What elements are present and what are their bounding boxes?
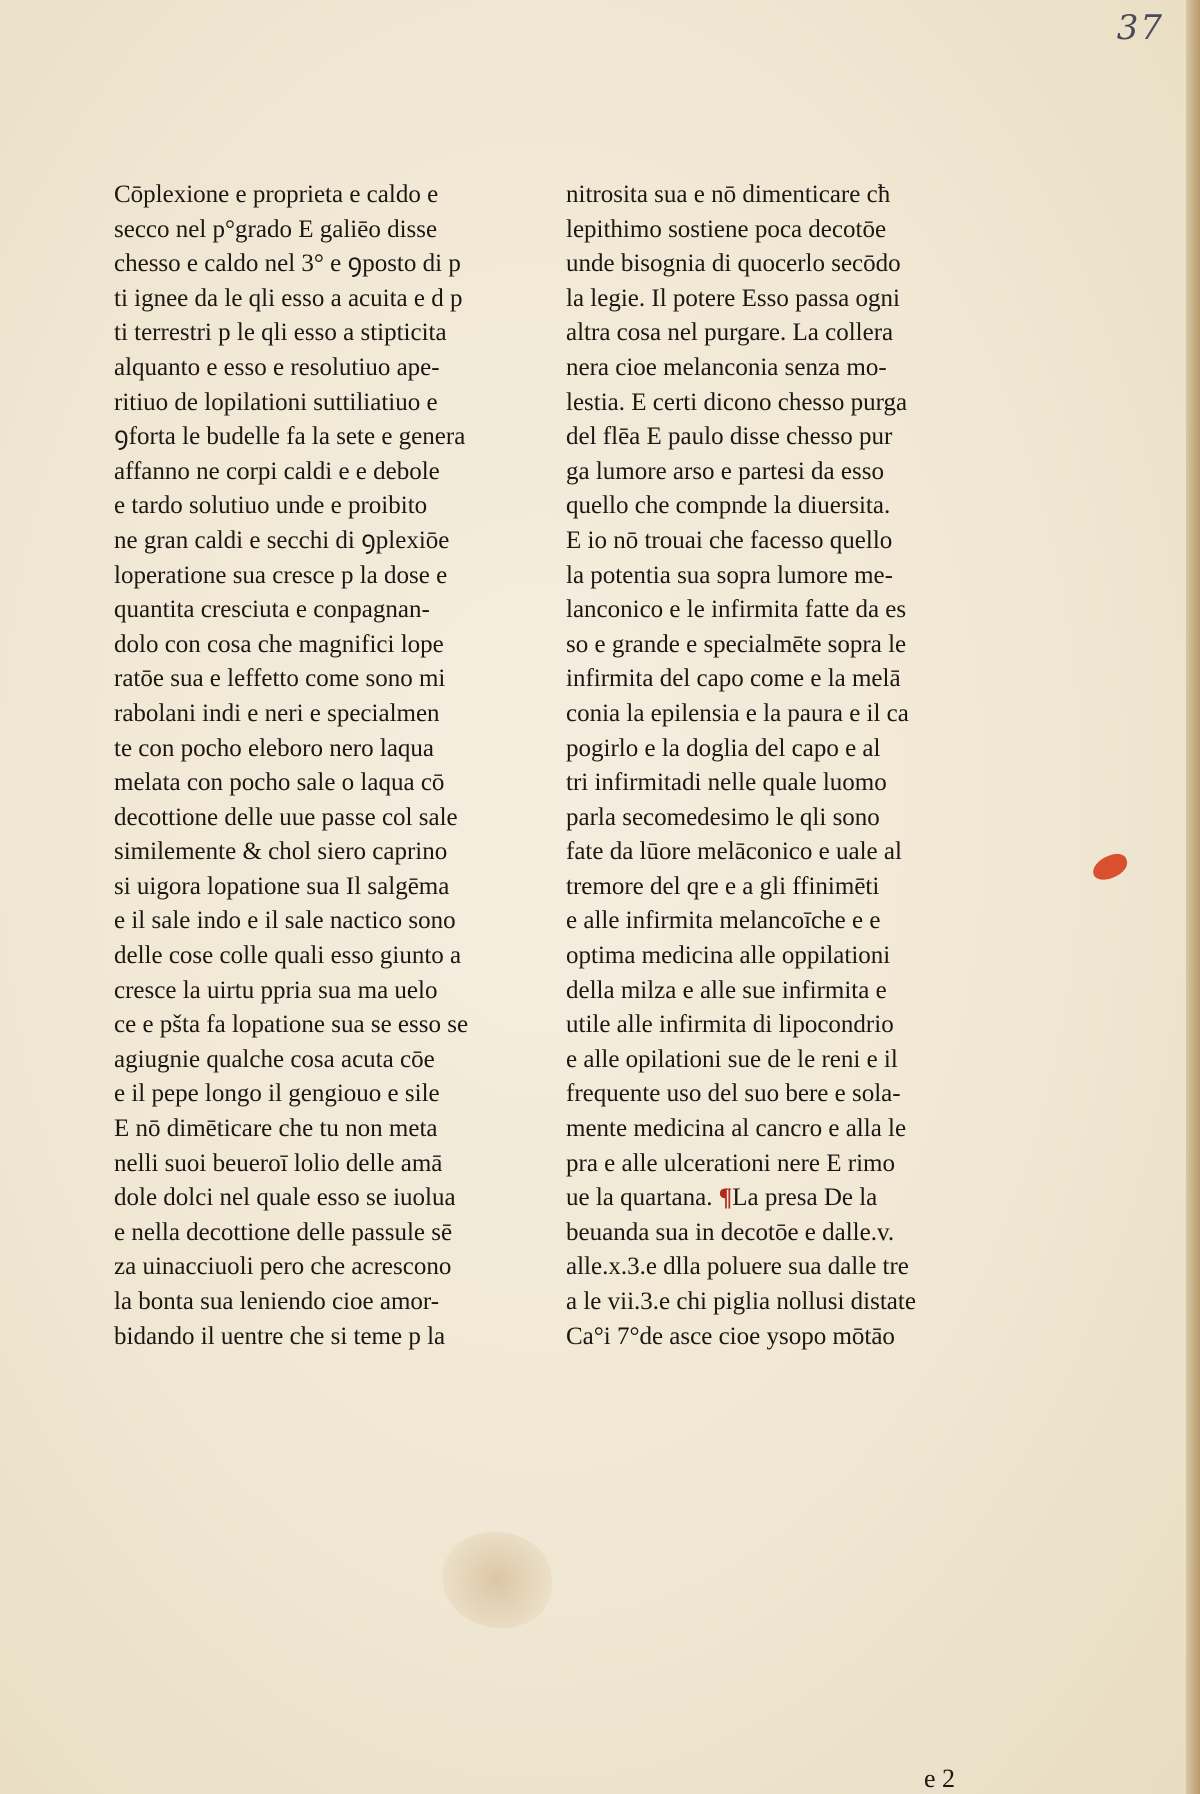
text-line: alquanto e esso e resolutiuo ape- <box>114 353 440 381</box>
text-line: alle.x.3.e dlla poluere sua dalle tre <box>566 1253 909 1281</box>
text-line: e il sale indo e il sale nactico sono <box>114 907 456 935</box>
text-line: utile alle infirmita di lipocondrio <box>566 1011 894 1039</box>
paper-stain <box>442 1532 552 1628</box>
text-line: te con pocho eleboro nero laqua <box>114 734 435 762</box>
text-line: si uigora lopatione sua Il salgēma <box>114 872 450 900</box>
text-line: quantita cresciuta e conpagnan- <box>114 596 430 624</box>
right-text-column <box>566 178 948 1354</box>
text-line: la bonta sua leniendo cioe amor- <box>114 1288 440 1315</box>
text-line: ce e pšta fa lopatione sua se esso se <box>114 1011 469 1039</box>
text-line: e alle infirmita melancoīche e e <box>566 907 881 935</box>
text-line: la potentia sua sopra lumore me- <box>566 561 893 589</box>
text-line: infirmita del capo come e la melā <box>566 665 901 693</box>
folio-number: 37 <box>1116 8 1164 48</box>
text-line: nitrosita sua e nō dimenticare cħ <box>566 181 891 208</box>
text-line: a le vii.3.e chi piglia nollusi distate <box>566 1288 916 1315</box>
text-line: agiugnie qualche cosa acuta cōe <box>114 1045 435 1073</box>
text-line: e tardo solutiuo unde e proibito <box>114 492 428 520</box>
text-line: unde bisognia di quocerlo secōdo <box>566 250 901 278</box>
text-line: E nō dimēticare che tu non meta <box>114 1115 438 1143</box>
text-line: pra e alle ulcerationi nere E rimo <box>566 1149 896 1177</box>
left-text-column <box>114 178 498 1354</box>
page-edge <box>1186 0 1200 1794</box>
text-line: della milza e alle sue infirmita e <box>566 976 887 1004</box>
text-line: ritiuo de lopilationi suttiliatiuo e <box>114 388 438 416</box>
text-line: chesso e caldo nel 3° e ꝯposto di p <box>114 250 461 278</box>
text-line: affanno ne corpi caldi e e debole <box>114 457 440 485</box>
text-line: e nella decottione delle passule sē <box>114 1218 453 1246</box>
text-line: cresce la uirtu ppria sua ma uelo <box>114 976 438 1004</box>
text-line: melata con pocho sale o laqua cō <box>114 769 445 797</box>
text-line: secco nel p°grado E galiēo disse <box>114 215 438 243</box>
text-line: delle cose colle quali esso giunto a <box>114 942 462 970</box>
text-line: decottione delle uue passe col sale <box>114 803 458 831</box>
text-line: dole dolci nel quale esso se iuolua <box>114 1184 456 1212</box>
text-line: ratōe sua e leffetto come sono mi <box>114 665 446 693</box>
text-line: rabolani indi e neri e specialmen <box>114 699 440 727</box>
text-line: dolo con cosa che magnifici lope <box>114 630 444 658</box>
text-line: ti terrestri p le qli esso a stipticita <box>114 319 447 347</box>
line-rest: La presa De la <box>732 1184 878 1212</box>
text-line: e il pepe longo il gengiouo e sile <box>114 1080 440 1108</box>
text-line: ne gran caldi e secchi di ꝯplexiōe <box>114 526 450 554</box>
text-line: tremore del qre e a gli ffinimēti <box>566 872 880 900</box>
text-line: tri infirmitadi nelle quale luomo <box>566 769 887 797</box>
text-line: parla secomedesimo le qli sono <box>566 803 880 831</box>
red-pilcrow-icon: ¶ <box>718 1184 733 1212</box>
text-line: optima medicina alle oppilationi <box>566 942 891 970</box>
text-line: similemente & chol siero caprino <box>114 838 448 866</box>
text-line: e alle opilationi sue de le reni e il <box>566 1045 898 1073</box>
text-line: del flēa E paulo disse chesso pur <box>566 423 893 451</box>
text-line: nera cioe melanconia senza mo- <box>566 353 887 381</box>
text-line: za uinacciuoli pero che acrescono <box>114 1253 452 1281</box>
text-line: pogirlo e la doglia del capo e al <box>566 734 881 762</box>
text-line: lanconico e le infirmita fatte da es <box>566 596 907 624</box>
text-line: fate da lūore melāconico e uale al <box>566 838 902 866</box>
text-line: lestia. E certi dicono chesso purga <box>566 388 908 416</box>
text-line: nelli suoi beueroī lolio delle amā <box>114 1149 443 1177</box>
text-line: beuanda sua in decotōe e dalle.v. <box>566 1218 895 1246</box>
text-line: conia la epilensia e la paura e il ca <box>566 699 909 727</box>
text-line: frequente uso del suo bere e sola- <box>566 1080 901 1108</box>
red-ink-mark <box>1089 851 1130 884</box>
text-line: so e grande e specialmēte sopra le <box>566 630 907 658</box>
text-line <box>566 1181 948 1216</box>
text-line: loperatione sua cresce p la dose e <box>114 561 448 589</box>
text-line: ꝯforta le budelle fa la sete e genera <box>114 423 466 451</box>
text-line: mente medicina al cancro e alla le <box>566 1115 907 1143</box>
text-line: altra cosa nel purgare. La collera <box>566 319 894 347</box>
text-line: lepithimo sostiene poca decotōe <box>566 215 887 243</box>
text-line: bidando il uentre che si teme p la <box>114 1322 446 1350</box>
text-line: Cōplexione e proprieta e caldo e <box>114 181 439 208</box>
text-line: Ca°i 7°de asce cioe ysopo mōtāo <box>566 1322 895 1350</box>
line-start: ue la quartana. <box>566 1184 713 1212</box>
text-line: quello che compnde la diuersita. <box>566 492 891 520</box>
text-line: la legie. Il potere Esso passa ogni <box>566 284 900 312</box>
text-line: ti ignee da le qli esso a acuita e d p <box>114 284 463 312</box>
text-line: ga lumore arso e partesi da esso <box>566 457 884 485</box>
text-line: E io nō trouai che facesso quello <box>566 526 893 554</box>
signature-mark: e 2 <box>924 1764 956 1793</box>
